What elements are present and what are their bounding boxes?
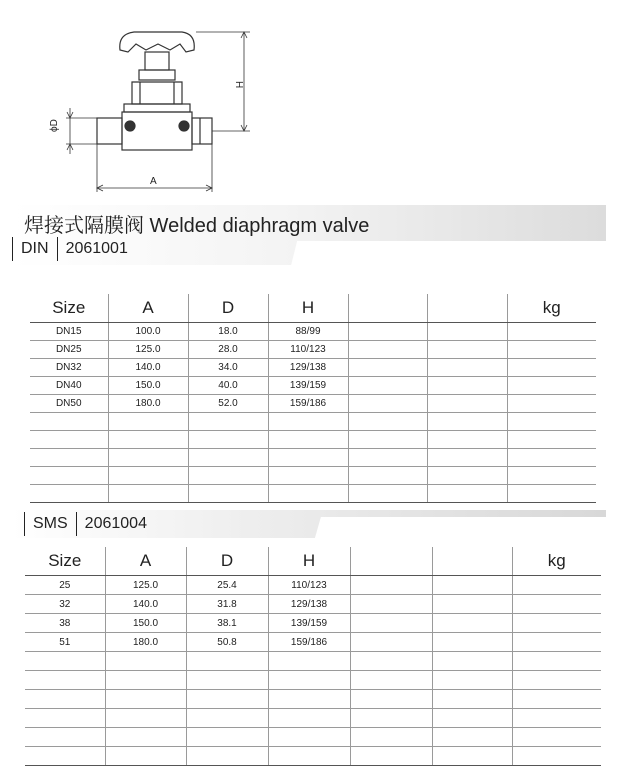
table-cell: DN50 — [30, 395, 108, 413]
table-cell — [512, 671, 601, 690]
table-cell — [427, 377, 507, 395]
dimension-label-d: ϕD — [49, 119, 60, 132]
table-row — [30, 395, 596, 413]
table-cell — [512, 690, 601, 709]
sms-standard-line — [24, 511, 155, 537]
table-cell — [348, 485, 427, 503]
table-cell — [350, 690, 432, 709]
sms-header-cell: H — [268, 547, 350, 576]
din-header-cell: D — [188, 294, 268, 323]
table-cell — [188, 449, 268, 467]
table-cell: 159/186 — [268, 633, 350, 652]
table-cell — [108, 467, 188, 485]
table-cell: 139/159 — [268, 614, 350, 633]
table-cell — [427, 359, 507, 377]
table-cell — [512, 595, 601, 614]
table-cell — [268, 671, 350, 690]
table-row — [25, 595, 601, 614]
table-cell — [432, 595, 512, 614]
table-cell: 38 — [25, 614, 105, 633]
table-cell — [427, 323, 507, 341]
din-standard-line — [12, 236, 136, 262]
table-cell: 129/138 — [268, 359, 348, 377]
table-cell: 125.0 — [108, 341, 188, 359]
table-cell — [507, 449, 596, 467]
table-cell — [105, 690, 186, 709]
table-cell — [186, 690, 268, 709]
din-header-cell: kg — [507, 294, 596, 323]
table-cell — [507, 341, 596, 359]
sms-spec-table — [25, 547, 601, 766]
table-cell — [25, 709, 105, 728]
stem-nut-shape — [139, 70, 175, 80]
table-cell — [188, 431, 268, 449]
table-row — [30, 359, 596, 377]
sms-code: 2061004 — [84, 515, 147, 532]
table-cell — [348, 467, 427, 485]
table-cell — [108, 485, 188, 503]
table-cell — [186, 671, 268, 690]
table-row — [25, 671, 601, 690]
table-cell — [105, 652, 186, 671]
table-cell — [30, 467, 108, 485]
table-cell — [427, 341, 507, 359]
table-cell: 38.1 — [186, 614, 268, 633]
table-cell — [432, 690, 512, 709]
table-cell — [30, 449, 108, 467]
table-cell — [507, 467, 596, 485]
table-cell — [268, 431, 348, 449]
table-cell — [512, 652, 601, 671]
table-cell — [507, 485, 596, 503]
table-cell — [30, 431, 108, 449]
din-header-cell — [348, 294, 427, 323]
table-cell — [348, 413, 427, 431]
din-standard-label: DIN — [21, 240, 49, 257]
table-cell — [186, 709, 268, 728]
table-row — [30, 449, 596, 467]
table-cell — [348, 395, 427, 413]
table-cell — [25, 690, 105, 709]
table-cell — [348, 377, 427, 395]
table-cell — [268, 728, 350, 747]
table-cell — [507, 413, 596, 431]
sms-header-cell — [432, 547, 512, 576]
table-cell — [350, 671, 432, 690]
table-cell: 52.0 — [188, 395, 268, 413]
table-cell — [268, 449, 348, 467]
table-cell — [427, 449, 507, 467]
table-cell — [427, 467, 507, 485]
table-cell — [350, 576, 432, 595]
table-cell — [432, 614, 512, 633]
table-cell: 40.0 — [188, 377, 268, 395]
page-title: 焊接式隔膜阀 Welded diaphragm valve — [24, 215, 370, 237]
table-cell — [350, 614, 432, 633]
table-cell — [186, 652, 268, 671]
valve-drawing — [0, 0, 628, 200]
table-cell — [30, 485, 108, 503]
table-cell — [268, 690, 350, 709]
sms-header-cell: A — [105, 547, 186, 576]
table-cell — [350, 728, 432, 747]
handwheel-shape — [120, 32, 194, 52]
table-cell — [350, 633, 432, 652]
table-cell — [188, 467, 268, 485]
table-cell — [512, 728, 601, 747]
sms-header-cell — [350, 547, 432, 576]
table-cell: DN15 — [30, 323, 108, 341]
table-cell — [25, 728, 105, 747]
table-cell: 125.0 — [105, 576, 186, 595]
table-cell: 50.8 — [186, 633, 268, 652]
table-row — [30, 485, 596, 503]
table-cell — [348, 323, 427, 341]
table-cell — [432, 652, 512, 671]
table-cell — [432, 633, 512, 652]
table-cell — [268, 467, 348, 485]
left-pipe-shape — [97, 118, 122, 144]
flange-shape — [124, 104, 190, 112]
table-cell — [512, 709, 601, 728]
dimension-label-h: H — [233, 81, 244, 89]
table-cell — [268, 413, 348, 431]
table-cell — [25, 671, 105, 690]
table-cell: 25 — [25, 576, 105, 595]
table-row — [30, 431, 596, 449]
table-cell — [512, 614, 601, 633]
table-cell: 150.0 — [105, 614, 186, 633]
table-cell — [432, 576, 512, 595]
dimension-label-a: A — [150, 176, 157, 187]
table-row — [25, 690, 601, 709]
table-cell — [507, 377, 596, 395]
table-cell — [30, 413, 108, 431]
table-cell: 100.0 — [108, 323, 188, 341]
table-cell — [507, 395, 596, 413]
table-cell — [507, 359, 596, 377]
table-cell — [188, 413, 268, 431]
table-cell — [350, 709, 432, 728]
table-cell: 180.0 — [108, 395, 188, 413]
table-row — [25, 728, 601, 747]
table-row — [30, 341, 596, 359]
table-cell: 25.4 — [186, 576, 268, 595]
table-cell: 180.0 — [105, 633, 186, 652]
sms-header-cell: D — [186, 547, 268, 576]
table-cell: 32 — [25, 595, 105, 614]
table-cell: 159/186 — [268, 395, 348, 413]
table-row — [30, 467, 596, 485]
table-cell: 150.0 — [108, 377, 188, 395]
table-cell — [432, 671, 512, 690]
table-cell — [432, 728, 512, 747]
sms-standard-label: SMS — [33, 515, 68, 532]
table-cell — [105, 728, 186, 747]
table-cell: 34.0 — [188, 359, 268, 377]
table-cell — [350, 652, 432, 671]
table-cell — [427, 431, 507, 449]
din-spec-table — [30, 294, 596, 503]
table-cell — [507, 323, 596, 341]
table-row — [25, 633, 601, 652]
table-cell: 129/138 — [268, 595, 350, 614]
table-cell — [427, 413, 507, 431]
table-cell — [108, 413, 188, 431]
table-cell — [268, 709, 350, 728]
sms-header-cell: kg — [512, 547, 601, 576]
table-cell — [432, 709, 512, 728]
table-cell — [105, 671, 186, 690]
table-cell: 51 — [25, 633, 105, 652]
table-cell: 110/123 — [268, 576, 350, 595]
table-row — [25, 652, 601, 671]
table-cell — [348, 341, 427, 359]
right-pipe-shape — [192, 118, 212, 144]
table-cell: DN40 — [30, 377, 108, 395]
table-cell — [25, 652, 105, 671]
table-cell — [186, 728, 268, 747]
din-header-cell: H — [268, 294, 348, 323]
table-cell — [350, 595, 432, 614]
table-cell: 140.0 — [105, 595, 186, 614]
table-row — [25, 576, 601, 595]
table-cell — [507, 431, 596, 449]
table-cell — [188, 485, 268, 503]
table-cell: 88/99 — [268, 323, 348, 341]
table-row — [30, 377, 596, 395]
table-cell — [512, 576, 601, 595]
table-cell — [348, 359, 427, 377]
table-cell — [512, 633, 601, 652]
table-cell — [108, 449, 188, 467]
table-row — [30, 413, 596, 431]
table-cell — [268, 652, 350, 671]
table-cell: 140.0 — [108, 359, 188, 377]
din-header-cell: A — [108, 294, 188, 323]
table-cell: 31.8 — [186, 595, 268, 614]
din-code: 2061001 — [65, 240, 128, 257]
sms-header-cell: Size — [25, 547, 105, 576]
table-cell — [348, 431, 427, 449]
table-row — [30, 323, 596, 341]
table-row — [25, 709, 601, 728]
table-cell: DN32 — [30, 359, 108, 377]
table-cell: 28.0 — [188, 341, 268, 359]
table-cell — [427, 395, 507, 413]
din-header-cell: Size — [30, 294, 108, 323]
table-cell: 139/159 — [268, 377, 348, 395]
table-cell — [427, 485, 507, 503]
table-cell — [105, 709, 186, 728]
table-cell — [268, 485, 348, 503]
table-cell — [348, 449, 427, 467]
din-header-cell — [427, 294, 507, 323]
table-cell: 18.0 — [188, 323, 268, 341]
table-cell — [108, 431, 188, 449]
stem-shape — [145, 52, 169, 70]
table-cell: DN25 — [30, 341, 108, 359]
table-row — [25, 614, 601, 633]
table-cell: 110/123 — [268, 341, 348, 359]
